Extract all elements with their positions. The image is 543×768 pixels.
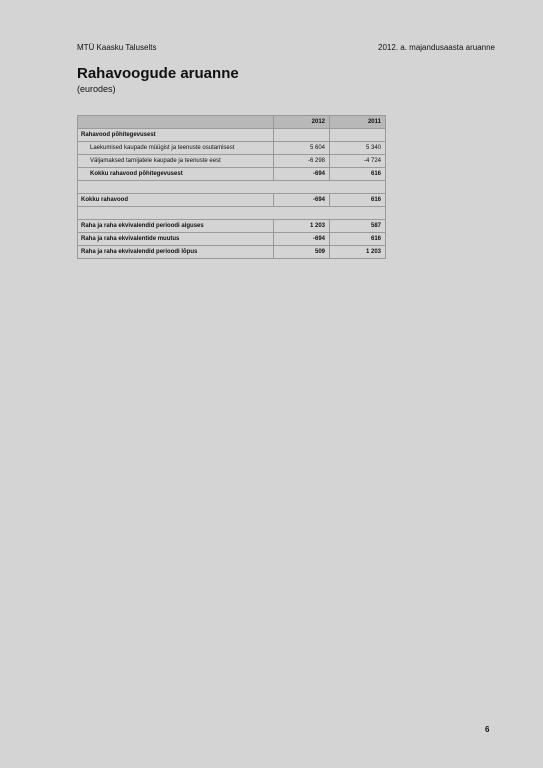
table-row (78, 220, 386, 233)
header-year-2012: 2012 (274, 116, 330, 129)
header-year-2011: 2011 (330, 116, 386, 129)
table-row (78, 142, 386, 155)
table-row (78, 233, 386, 246)
row-label: Raha ja raha ekvivalendid perioodi lõpus (78, 246, 274, 259)
row-value-2011: 1 203 (330, 246, 386, 259)
header-organization: MTÜ Kaasku Taluselts (77, 43, 157, 52)
row-value-2011: 616 (330, 168, 386, 181)
section-row (78, 129, 386, 142)
row-value-2011: 587 (330, 220, 386, 233)
table-row (78, 246, 386, 259)
row-value-2011: 616 (330, 233, 386, 246)
row-label: Laekumised kaupade müügist ja teenuste osutamisest (78, 142, 274, 155)
row-value-2012: -6 298 (274, 155, 330, 168)
page-number: 6 (485, 725, 490, 734)
row-value-2011: 5 340 (330, 142, 386, 155)
page-title: Rahavoogude aruanne (77, 65, 239, 82)
table-header-row (78, 116, 386, 129)
row-value-2012: -694 (274, 233, 330, 246)
header-label-cell (78, 116, 274, 129)
row-value-2012: 5 604 (274, 142, 330, 155)
row-label: Kokku rahavood (78, 194, 274, 207)
row-label: Raha ja raha ekvivalentide muutus (78, 233, 274, 246)
row-value-2012: 1 203 (274, 220, 330, 233)
header-report-title: 2012. a. majandusaasta aruanne (378, 43, 495, 52)
row-label: Väljamaksed tarnijatele kaupade ja teenuste eest (78, 155, 274, 168)
row-value-2011: -4 724 (330, 155, 386, 168)
table-row (78, 155, 386, 168)
table-row-subtotal (78, 168, 386, 181)
spacer-row (78, 207, 386, 220)
page-subtitle: (eurodes) (77, 84, 116, 94)
row-value-2012: -694 (274, 194, 330, 207)
cash-flow-table (77, 115, 386, 259)
row-label: Kokku rahavood põhitegevusest (78, 168, 274, 181)
section-label: Rahavood põhitegevusest (78, 129, 274, 142)
table-row-total (78, 194, 386, 207)
spacer-row (78, 181, 386, 194)
row-value-2012: -694 (274, 168, 330, 181)
row-value-2011: 616 (330, 194, 386, 207)
row-label: Raha ja raha ekvivalendid perioodi alguses (78, 220, 274, 233)
row-value-2012: 509 (274, 246, 330, 259)
